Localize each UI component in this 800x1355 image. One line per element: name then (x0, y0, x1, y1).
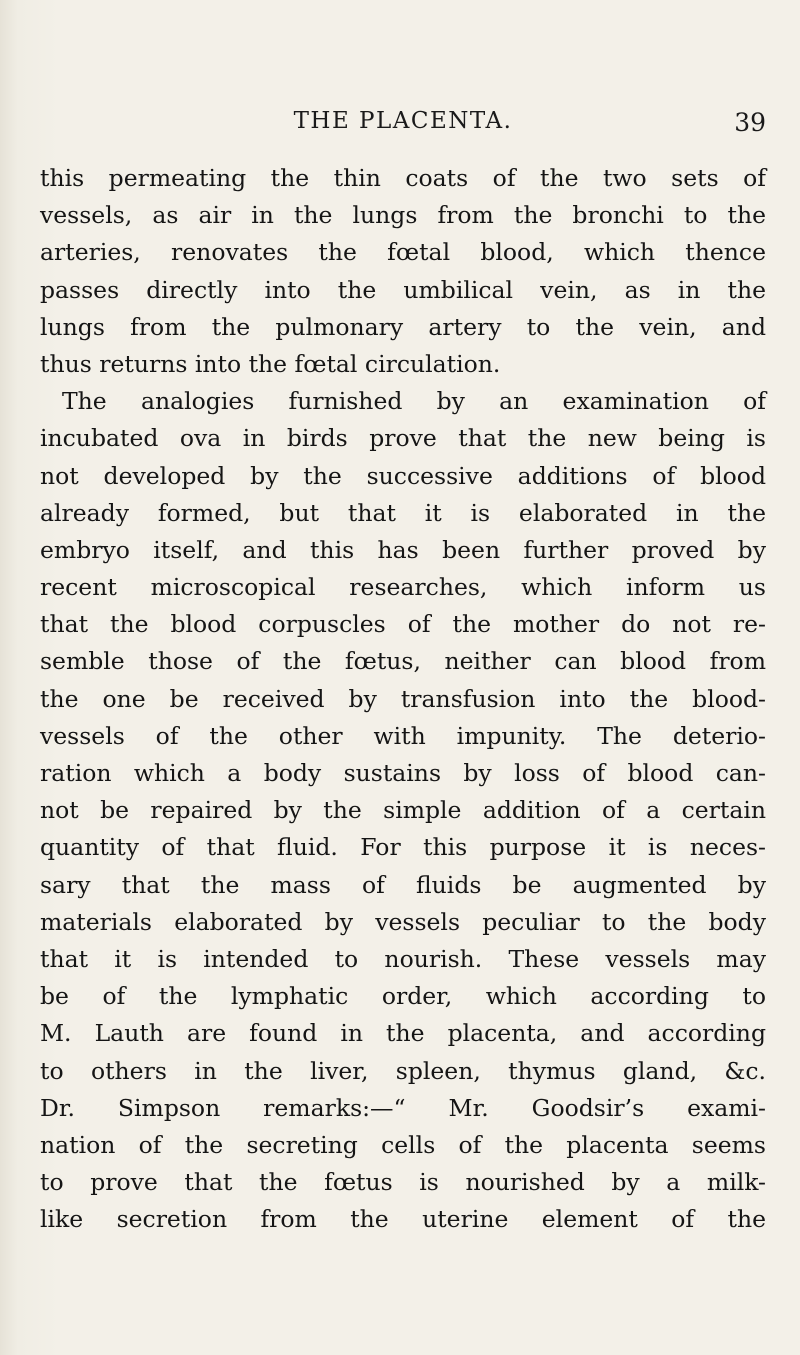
text-line: to others in the liver, spleen, thymus gland, &c. (40, 1056, 766, 1085)
text-line: vessels, as air in the lungs from the bronchi to the (40, 201, 766, 230)
page-number: 39 (734, 108, 766, 137)
text-line: not developed by the successive additions of blood (40, 461, 766, 490)
text-line: Dr. Simpson remarks:—“ Mr. Goodsir’s exami- (40, 1093, 766, 1122)
text-line: already formed, but that it is elaborated in the (40, 498, 766, 527)
text-line: be of the lymphatic order, which according to (40, 982, 766, 1011)
text-line: semble those of the fœtus, neither can blood from (40, 647, 766, 676)
text-line: this permeating the thin coats of the two sets of (40, 164, 766, 192)
text-line: that the blood corpuscles of the mother do not re- (40, 610, 766, 639)
text-line: the one be received by transfusion into the blood- (40, 684, 766, 713)
text-line: ration which a body sustains by loss of blood can- (40, 759, 766, 787)
text-line: materials elaborated by vessels peculiar to the body (40, 907, 766, 936)
text-line: vessels of the other with impunity. The deterio- (40, 721, 766, 750)
text-line: arteries, renovates the fœtal blood, which thence (40, 238, 766, 267)
text-line: sary that the mass of fluids be augmented by (40, 870, 766, 899)
text-line: incubated ova in birds prove that the new being is (40, 424, 766, 453)
text-line: that it is intended to nourish. These vessels may (40, 944, 766, 973)
text-line: nation of the secreting cells of the placenta seems (40, 1130, 766, 1159)
running-title: THE PLACENTA. (293, 108, 513, 134)
text-line: passes directly into the umbilical vein, as in the (40, 275, 766, 304)
text-line: quantity of that fluid. For this purpose it is neces- (40, 833, 766, 862)
text-line: M. Lauth are found in the placenta, and according (40, 1019, 766, 1048)
page-header (40, 108, 766, 142)
text-line: like secretion from the uterine element of the (40, 1205, 766, 1234)
text-line: The analogies furnished by an examination of (62, 387, 766, 416)
text-line: to prove that the fœtus is nourished by a milk- (40, 1168, 766, 1197)
text-line: not be repaired by the simple addition of a certain (40, 796, 766, 825)
text-line: thus returns into the fœtal circulation. (40, 349, 501, 378)
text-line: embryo itself, and this has been further proved by (40, 535, 766, 564)
body-text (40, 160, 766, 1238)
text-line: lungs from the pulmonary artery to the vein, and (40, 312, 766, 341)
text-line: recent microscopical researches, which inform us (40, 573, 766, 602)
